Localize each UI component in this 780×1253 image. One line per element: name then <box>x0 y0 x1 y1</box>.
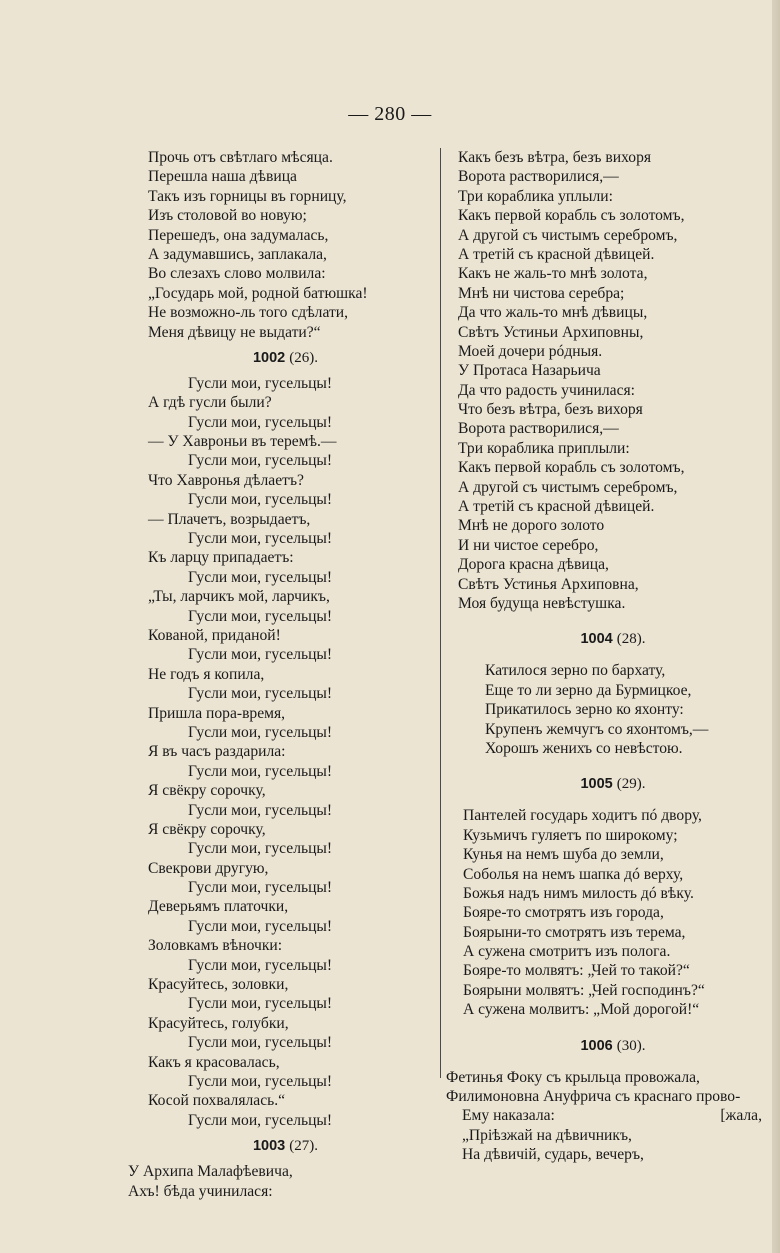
verse-line: И ни чистое серебро, <box>458 536 599 554</box>
song-1004-lines <box>458 661 768 758</box>
verse-line: Гусли мои, гусельцы! <box>188 452 333 470</box>
verse-line: Бояре-то смотрятъ изъ города, <box>463 904 664 922</box>
verse-line: Гусли мои, гусельцы! <box>188 879 333 897</box>
verse-line: Филимоновна Ануфрича съ краснаго прово- <box>446 1088 741 1106</box>
verse-line: А третій съ красной дѣвицей. <box>458 245 655 263</box>
song-1004-number: 1004 <box>580 631 613 648</box>
verse-line: Да что жаль-то мнѣ дѣвицы, <box>458 304 648 322</box>
song-1002-alt-number: (26). <box>289 349 319 366</box>
right-column <box>446 148 768 1165</box>
verse-line: Косой похвалялась.“ <box>148 1092 286 1110</box>
verse-line: — У Хавроньи въ теремѣ.— <box>148 433 337 451</box>
song-1005-heading <box>458 768 768 800</box>
verse-line: Кузьмичъ гуляетъ по широкому; <box>463 826 678 844</box>
hyphen-continuation: [жала, <box>720 1107 762 1125</box>
verse-line: Свѣтъ Устинья Архиповна, <box>458 575 639 593</box>
left-column <box>128 148 423 1201</box>
verse-line: Гусли мои, гусельцы! <box>188 917 333 935</box>
verse-line: Изъ столовой во новую; <box>148 207 307 225</box>
verse-line: Перешла наша дѣвица <box>148 168 297 186</box>
verse-line: Гусли мои, гусельцы! <box>188 1111 333 1129</box>
verse-line: Ему наказала: [жала, <box>462 1107 762 1125</box>
verse-line: Гусли мои, гусельцы! <box>188 646 333 664</box>
verse-line: Гусли мои, гусельцы! <box>188 491 333 509</box>
verse-line: Еще то ли зерно да Бурмицкое, <box>485 681 692 699</box>
verse-line: Гусли мои, гусельцы! <box>188 413 333 431</box>
verse-line: Катилося зерно по бархату, <box>485 662 666 680</box>
verse-line: Ворота растворилися,— <box>458 168 619 186</box>
verse-line: А задумавшись, заплакала, <box>148 245 327 263</box>
verse-line: Гусли мои, гусельцы! <box>188 568 333 586</box>
verse-line: Свекрови другую, <box>148 859 269 877</box>
verse-line: Гусли мои, гусельцы! <box>188 995 333 1013</box>
verse-line: Что безъ вѣтра, безъ вихоря <box>458 401 643 419</box>
left-intro-lines <box>148 148 423 342</box>
verse-line: Боярыни молвятъ: „Чей господинъ?“ <box>463 981 705 999</box>
verse-line: Къ ларцу припадаетъ: <box>148 549 294 567</box>
right-intro-lines <box>458 148 768 613</box>
verse-line: Гусли мои, гусельцы! <box>188 956 333 974</box>
verse-line: Божья надъ нимъ милость дó вѣку. <box>463 884 694 902</box>
song-1003-heading <box>148 1130 423 1162</box>
verse-line: Во слезахъ слово молвила: <box>148 265 326 283</box>
verse-line: Гусли мои, гусельцы! <box>188 801 333 819</box>
verse-line: Гусли мои, гусельцы! <box>188 685 333 703</box>
song-1003-number: 1003 <box>252 1138 286 1155</box>
verse-line: „Ты, ларчикъ мой, ларчикъ, <box>148 588 330 606</box>
song-1004-heading <box>458 623 768 655</box>
verse-line: Перешедъ, она задумалась, <box>148 226 329 244</box>
verse-line: Гусли мои, гусельцы! <box>188 374 333 392</box>
verse-line: Красуйтесь, голубки, <box>148 1014 289 1032</box>
verse-line: — Плачетъ, возрыдаетъ, <box>148 510 311 528</box>
verse-line: Какъ безъ вѣтра, безъ вихоря <box>458 149 652 166</box>
verse-line: Какъ первой корабль съ золотомъ, <box>458 207 685 225</box>
verse-line: А сужена смотритъ изъ полога. <box>463 943 671 961</box>
song-1004-alt-number: (28). <box>616 631 646 648</box>
verse-line: Что Хавронья дѣлаетъ? <box>148 471 304 489</box>
song-1006-lines <box>446 1068 766 1165</box>
verse-line: Боярыни-то смотрятъ изъ терема, <box>463 923 686 941</box>
verse-line: Ахъ! бѣда учинилася: <box>128 1182 273 1200</box>
verse-line: Я свёкру сорочку, <box>148 820 266 838</box>
page-number: — 280 — <box>348 103 432 125</box>
verse-line: Пришла пора-время, <box>148 704 286 722</box>
verse-line: „Государь мой, родной батюшка! <box>148 284 368 302</box>
verse-line: Кованой, приданой! <box>148 626 281 644</box>
column-divider <box>440 148 441 1078</box>
song-1003-alt-number: (27). <box>289 1138 319 1155</box>
verse-line: Какъ первой корабль съ золотомъ, <box>458 459 685 477</box>
verse-line: Гусли мои, гусельцы! <box>188 762 333 780</box>
verse-line: Не годъ я копила, <box>148 665 265 683</box>
song-1002-lines <box>148 374 423 1130</box>
verse-line: Какъ я красовалась, <box>148 1053 280 1071</box>
verse-line: Меня дѣвицу не выдати?“ <box>148 323 321 341</box>
verse-line: У Протаса Назарьича <box>458 362 601 380</box>
verse-line: Какъ не жаль-то мнѣ золота, <box>458 265 648 283</box>
page-edge-shadow <box>772 0 780 1253</box>
verse-line: „Пріѣзжай на дѣвичникъ, <box>462 1126 632 1144</box>
song-1002-number: 1002 <box>252 349 286 366</box>
verse-line: А другой съ чистымъ серебромъ, <box>458 478 678 496</box>
verse-line: Гусли мои, гусельцы! <box>188 1072 333 1090</box>
verse-line: Моей дочери рóдныя. <box>458 342 603 360</box>
verse-line: Гусли мои, гусельцы! <box>188 840 333 858</box>
verse-line: Пантелей государь ходитъ пó двору, <box>463 807 702 825</box>
verse-line: Моя будуща невѣстушка. <box>458 594 626 612</box>
verse-line: Дорога красна дѣвица, <box>458 556 609 574</box>
verse-line: Хорошъ женихъ со невѣстою. <box>485 739 683 757</box>
verse-line: Ворота растворилися,— <box>458 420 619 438</box>
verse-line: Кунья на немъ шуба до земли, <box>463 846 664 864</box>
song-1003-lines <box>128 1162 423 1201</box>
verse-line: Крупенъ жемчугъ со яхонтомъ,— <box>485 720 709 738</box>
verse-line: Золовкамъ вѣночки: <box>148 937 283 955</box>
verse-line: Фетинья Фоку съ крыльца провожала, <box>446 1068 700 1086</box>
verse-line: Гусли мои, гусельцы! <box>188 530 333 548</box>
verse-line: Прочь отъ свѣтлаго мѣсяца. <box>148 149 333 166</box>
verse-line: Три кораблика уплыли: <box>458 187 613 205</box>
verse-line: Я въ часъ раздарила: <box>148 743 286 761</box>
verse-line: А сужена молвитъ: „Мой дорогой!“ <box>463 1001 700 1019</box>
verse-line: На дѣвичій, сударь, вечеръ, <box>462 1146 644 1164</box>
verse-line: Гусли мои, гусельцы! <box>188 723 333 741</box>
song-1005-lines <box>458 806 768 1019</box>
verse-line: Свѣтъ Устиньи Архиповны, <box>458 323 644 341</box>
verse-line: Соболья на немъ шапка дó верху, <box>463 865 684 883</box>
verse-line: А гдѣ гусли были? <box>148 394 272 412</box>
verse-line: Три кораблика приплыли: <box>458 439 630 457</box>
verse-line: Не возможно-ль того сдѣлати, <box>148 304 349 322</box>
song-1005-alt-number: (29). <box>616 776 646 793</box>
verse-line: Красуйтесь, золовки, <box>148 976 289 994</box>
verse-line: Деверьямъ платочки, <box>148 898 289 916</box>
verse-line: Гусли мои, гусельцы! <box>188 1034 333 1052</box>
verse-line: Мнѣ ни чистова серебра; <box>458 284 625 302</box>
song-1006-alt-number: (30). <box>616 1037 646 1054</box>
verse-line: У Архипа Малафѣевича, <box>128 1163 293 1181</box>
verse-line: Бояре-то молвятъ: „Чей то такой?“ <box>463 962 690 980</box>
verse-line: Мнѣ не дорого золото <box>458 517 605 535</box>
verse-line: Да что радость учинилася: <box>458 381 635 399</box>
song-1005-number: 1005 <box>580 776 613 793</box>
verse-line: Я свёкру сорочку, <box>148 782 266 800</box>
verse-line: А третій съ красной дѣвицей. <box>458 498 655 516</box>
verse-line: Гусли мои, гусельцы! <box>188 607 333 625</box>
verse-line: Такъ изъ горницы въ горницу, <box>148 187 347 205</box>
verse-line: Прикатилось зерно ко яхонту: <box>485 701 684 719</box>
song-1002-heading <box>148 342 423 374</box>
verse-line: А другой съ чистымъ серебромъ, <box>458 226 678 244</box>
song-1006-heading <box>458 1030 768 1062</box>
song-1006-number: 1006 <box>580 1037 613 1054</box>
